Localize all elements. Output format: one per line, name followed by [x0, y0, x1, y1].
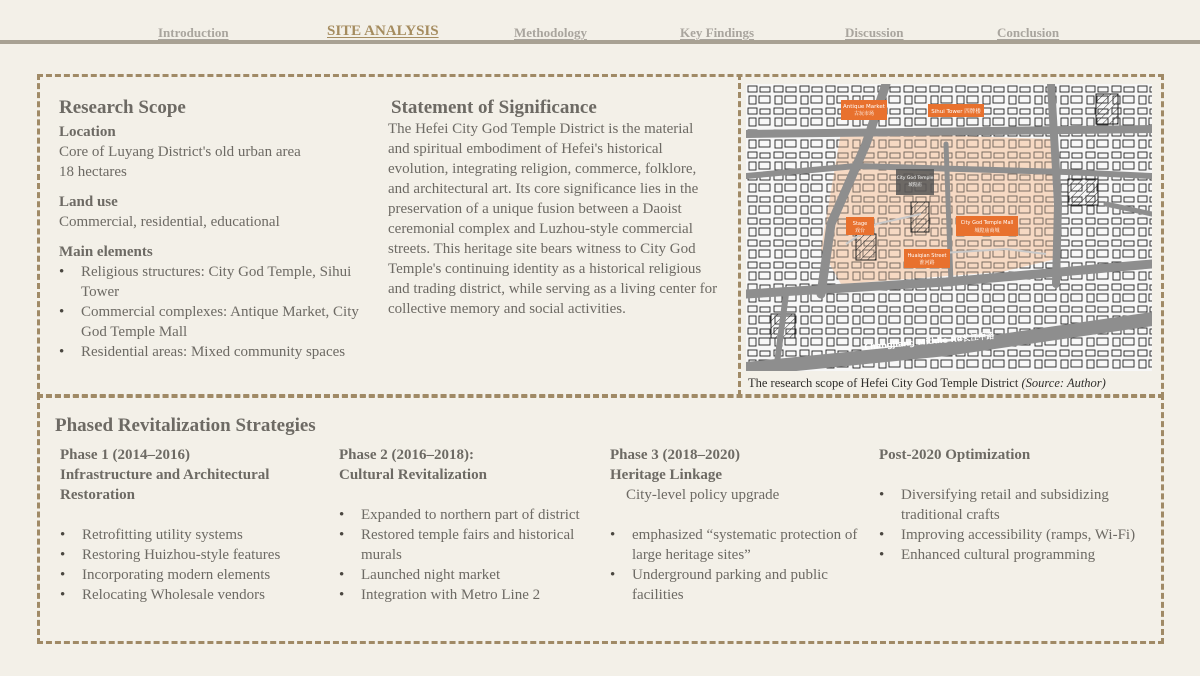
- map-label-huaiqian: Huaiqian Street: [907, 253, 947, 259]
- phase-3-heading-1: Phase 3 (2018–2020): [610, 447, 740, 463]
- map-caption: [748, 376, 1106, 391]
- list-item: • Retrofitting utility systems: [82, 525, 320, 545]
- list-item: • Integration with Metro Line 2: [361, 585, 605, 605]
- map-label-temple: City God Temple Mall: [960, 220, 1014, 226]
- list-item: • Restored temple fairs and historical murals: [361, 525, 605, 565]
- phase-3-list: [610, 525, 865, 605]
- map-caption-source: (Source: Author): [1021, 376, 1106, 390]
- phase-4-list: [879, 485, 1149, 565]
- list-item: • Improving accessibility (ramps, Wi-Fi): [901, 525, 1149, 545]
- significance-title: Statement of Significance: [391, 97, 597, 118]
- list-item: • Underground parking and public facilities: [632, 565, 865, 605]
- location-line-1: Core of Luyang District's old urban area: [59, 144, 301, 160]
- list-item: • Enhanced cultural programming: [901, 545, 1149, 565]
- elements-heading: Main elements: [59, 244, 153, 260]
- list-item: • emphasized “systematic protection of large heritage sites”: [632, 525, 865, 565]
- map-label-citygod-cn: 城隍庙: [908, 183, 922, 188]
- location-line-2: 18 hectares: [59, 164, 127, 180]
- phase-2-heading-1: Phase 2 (2016–2018):: [339, 447, 474, 463]
- list-item: • Commercial complexes: Antique Market, City God Temple Mall: [81, 302, 369, 342]
- phase-3-heading-2: Heritage Linkage: [610, 467, 723, 483]
- list-item: • Relocating Wholesale vendors: [82, 585, 320, 605]
- landuse-heading: Land use: [59, 194, 118, 210]
- list-item: • Religious structures: City God Temple, Sihui Tower: [81, 262, 369, 302]
- map-label-stage: Stage: [852, 221, 868, 227]
- location-heading: Location: [59, 124, 116, 140]
- list-item: • Restoring Huizhou-style features: [82, 545, 320, 565]
- phase-2-heading-2: Cultural Revitalization: [339, 467, 487, 483]
- research-scope-title: Research Scope: [59, 97, 186, 118]
- phases-title: Phased Revitalization Strategies: [55, 415, 316, 436]
- list-item: • Residential areas: Mixed community spaces: [81, 342, 369, 362]
- nav-introduction[interactable]: Introduction: [158, 25, 229, 40]
- nav-conclusion[interactable]: Conclusion: [997, 25, 1060, 40]
- map-caption-text: The research scope of Hefei City God Temple District: [748, 376, 1019, 390]
- elements-list: [59, 262, 369, 362]
- phase-2-list: [339, 505, 605, 605]
- map-divider: [738, 74, 741, 396]
- list-item: • Expanded to northern part of district: [361, 505, 605, 525]
- list-item: • Launched night market: [361, 565, 605, 585]
- nav-key-findings[interactable]: Key Findings: [680, 25, 755, 40]
- map-label-temple-cn: 城隍庙商城: [974, 228, 1000, 234]
- phase-4-heading-1: Post-2020 Optimization: [879, 447, 1031, 463]
- nav-site-analysis[interactable]: SITE ANALYSIS: [327, 23, 439, 39]
- research-scope-block: [59, 122, 369, 362]
- map-label-road: Changjiang Middle Rd长江中路: [863, 331, 995, 352]
- phase-1: [60, 445, 320, 605]
- list-item: • Incorporating modern elements: [82, 565, 320, 585]
- phase-1-heading-2: Infrastructure and Architectural: [60, 467, 270, 483]
- phase-1-list: [60, 525, 320, 605]
- top-navigation: [0, 0, 1200, 46]
- map-label-citygod: City God Temple: [896, 176, 934, 181]
- phase-1-heading-3: Restoration: [60, 487, 135, 503]
- map-label-sihui: Sihui Tower 四牌楼: [931, 109, 981, 115]
- significance-text: The Hefei City God Temple District is the material and spiritual embodiment of Hefei's historical evolution, integrating religion, commerce, folklore, and architectural art. Its core significance lies in the preservation of a unique fusion between a Daoist ceremonial complex and Luzhou-style commercial streets. This heritage site bears witness to City God Temple's continuing identity as a historical religious and trading district, while serving as a living center for collective memory and social activities.: [388, 121, 718, 317]
- map-label-antique: Antique Market: [843, 104, 885, 110]
- nav-methodology[interactable]: Methodology: [514, 25, 587, 40]
- nav-discussion[interactable]: Discussion: [845, 25, 904, 40]
- phase-4: [879, 445, 1149, 565]
- phase-2: [339, 445, 605, 605]
- map-label-huaiqian-cn: 淮河路: [919, 260, 935, 266]
- nav-divider: [0, 40, 1200, 44]
- map-label-antique-cn: 古玩市场: [853, 111, 875, 117]
- site-map: [746, 84, 1152, 371]
- phase-3-intro: City-level policy upgrade: [626, 487, 780, 503]
- phase-3: [610, 445, 865, 605]
- landuse-text: Commercial, residential, educational: [59, 214, 280, 230]
- phase-1-heading-1: Phase 1 (2014–2016): [60, 447, 190, 463]
- map-label-stage-cn: 戏台: [854, 228, 866, 234]
- list-item: • Diversifying retail and subsidizing traditional crafts: [901, 485, 1149, 525]
